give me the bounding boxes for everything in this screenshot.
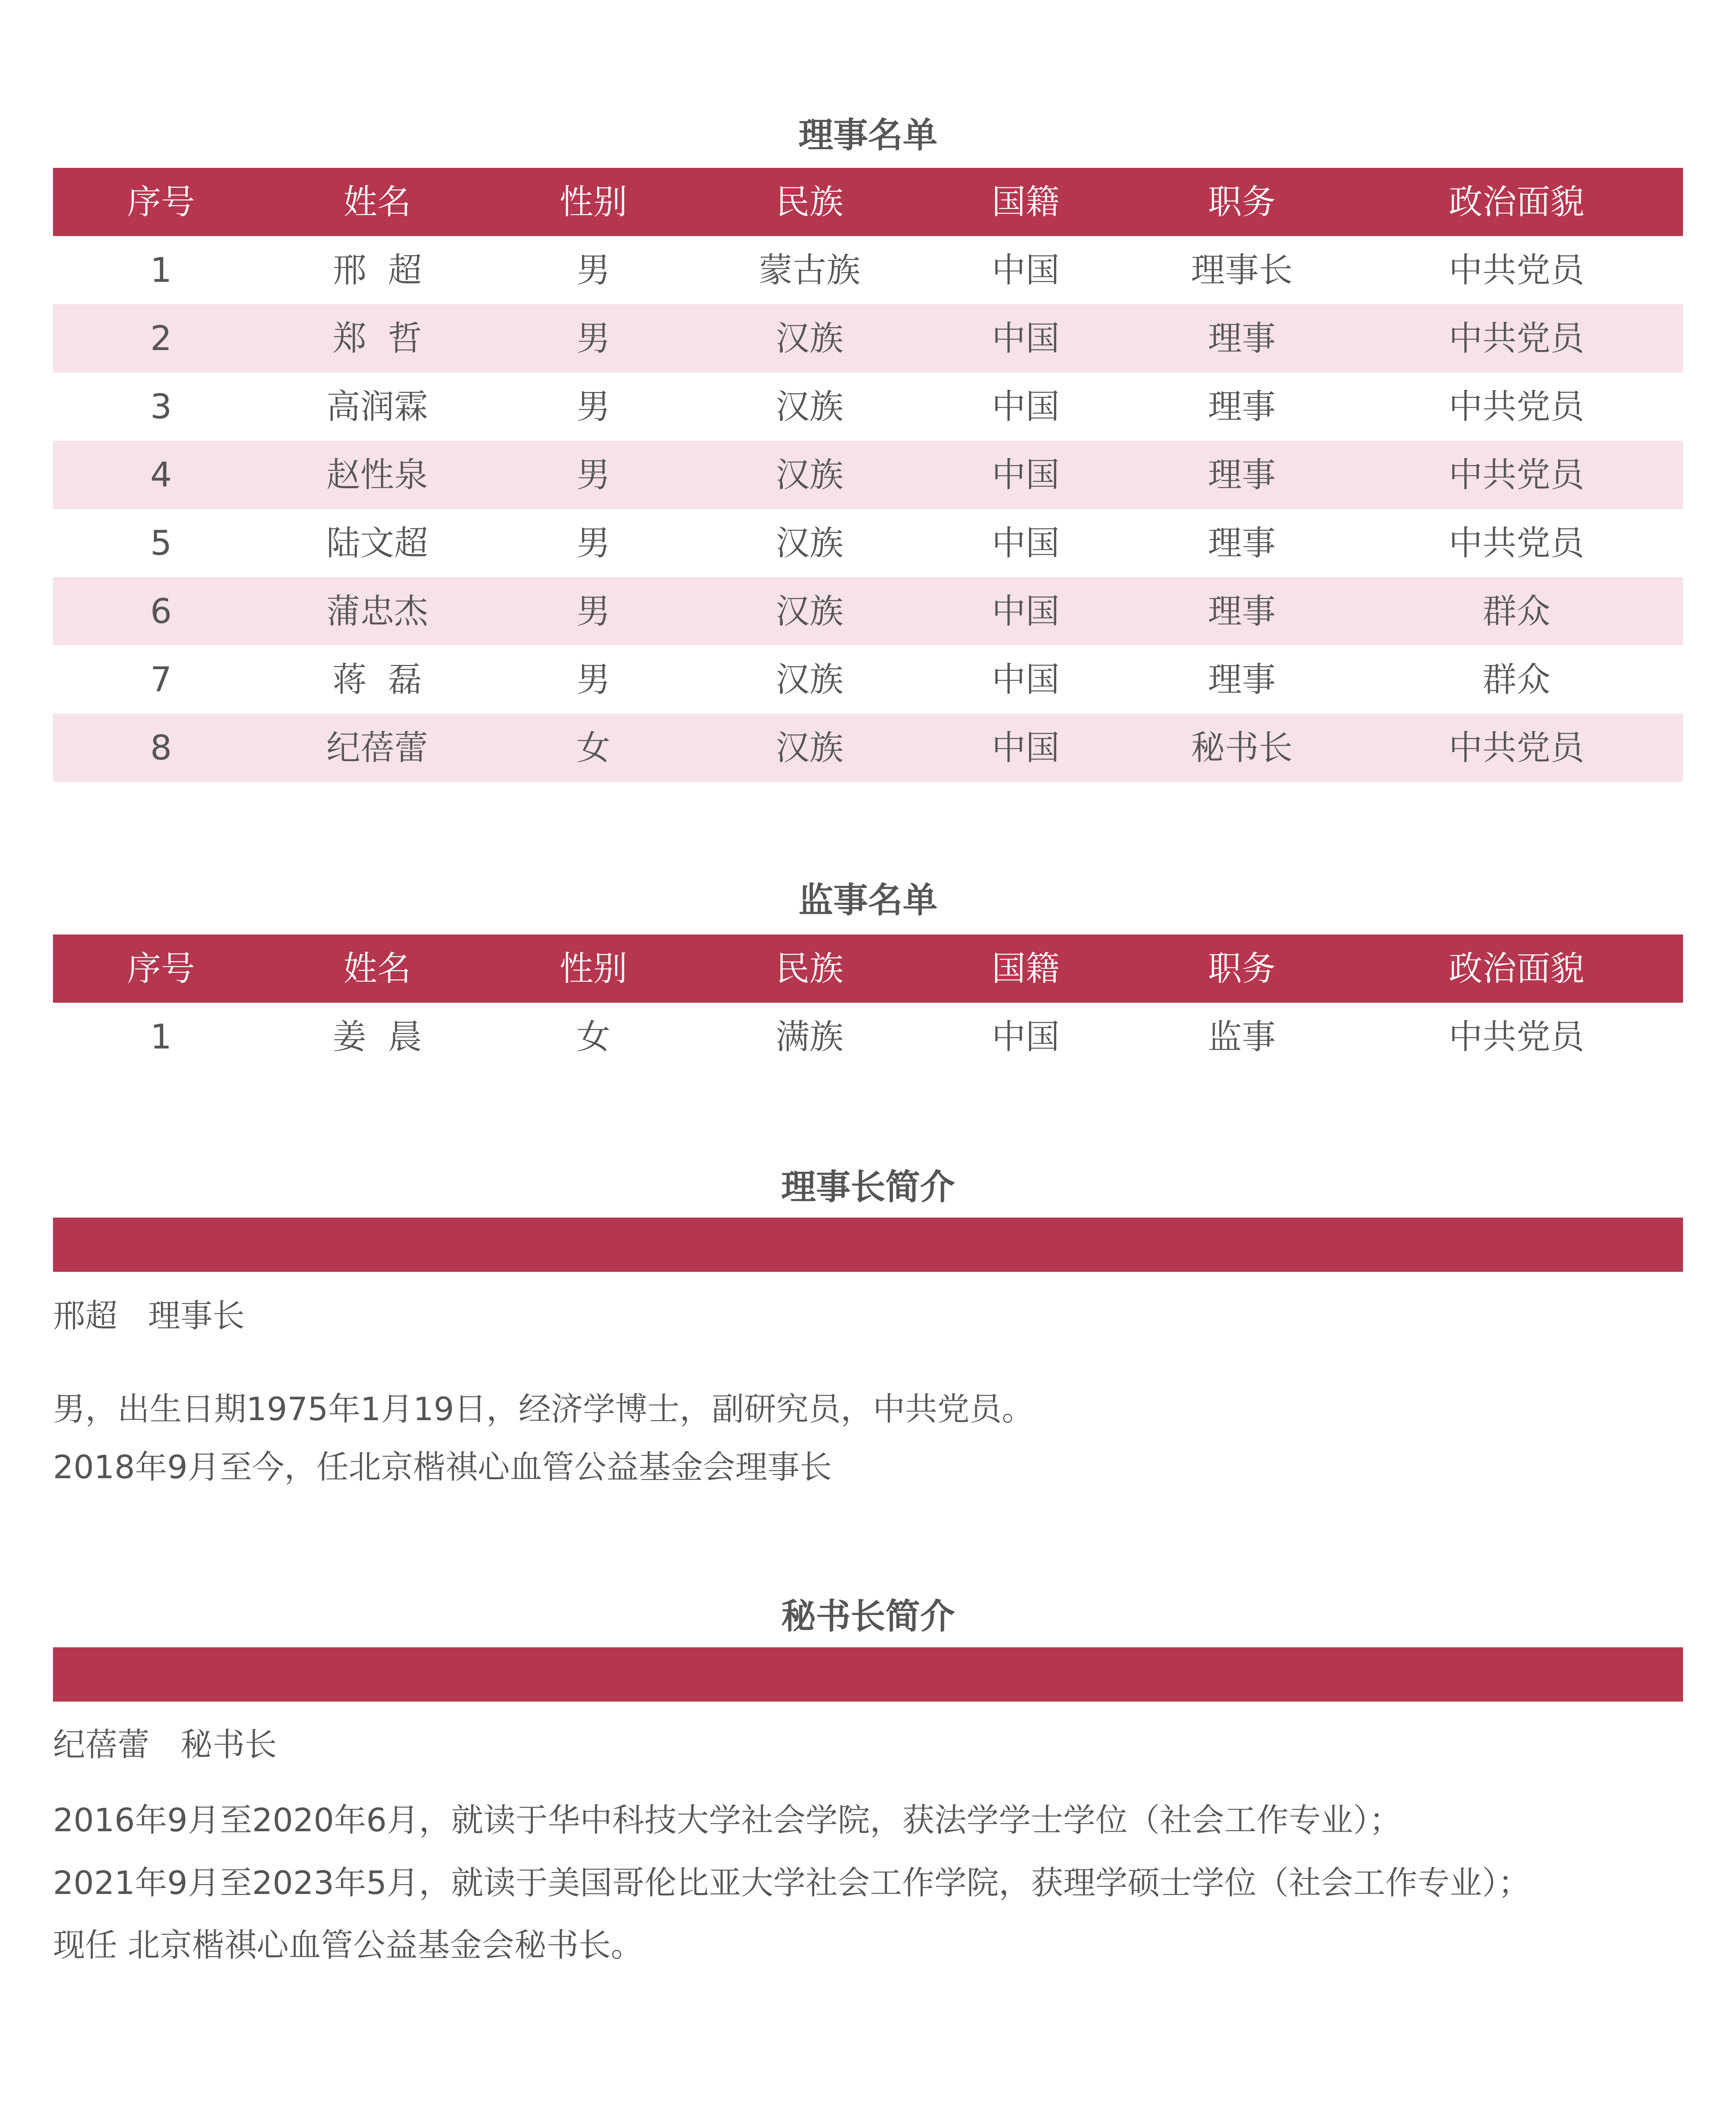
cell: 男 (485, 441, 701, 509)
cell: 6 (53, 577, 269, 645)
cell: 男 (576, 523, 610, 563)
header-cell: 姓名 (269, 168, 485, 236)
cell: 汉族 (776, 387, 843, 426)
cell: 理事 (1134, 577, 1350, 645)
supervisors-title: 监事名单 (798, 880, 938, 920)
directors-title: 理事名单 (798, 115, 938, 156)
header-cell: 序号 (53, 168, 269, 236)
cell: 女 (576, 1017, 610, 1057)
cell: 中国 (918, 714, 1134, 782)
chairman-name-line: 邢超 理事长 (53, 1297, 245, 1335)
header-cell: 性别 (485, 934, 701, 1003)
cell: 中共党员 (1350, 441, 1683, 509)
secretary-intro-title: 秘书长简介 (781, 1596, 955, 1637)
cell: 秘书长 (1134, 714, 1350, 782)
cell: 汉族 (776, 523, 843, 563)
cell: 中共党员 (1350, 714, 1683, 782)
cell: 理事 (1134, 304, 1350, 373)
cell: 理事 (1208, 387, 1276, 426)
cell: 郑 哲 (269, 304, 485, 373)
table-row (53, 304, 1683, 373)
cell: 中国 (992, 523, 1060, 563)
cell: 满族 (776, 1017, 843, 1057)
cell: 汉族 (776, 660, 843, 699)
cell: 8 (53, 714, 269, 782)
directors-table (53, 168, 1683, 782)
header-cell: 政治面貌 (1350, 168, 1683, 236)
cell: 中共党员 (1449, 1017, 1584, 1057)
cell: 1 (150, 250, 172, 290)
header-cell: 姓名 (269, 934, 485, 1003)
cell: 理事 (1208, 523, 1276, 563)
table-row (53, 441, 1683, 509)
chairman-paragraph: 2018年9月至今，任北京楷祺心血管公益基金会理事长 (53, 1448, 832, 1486)
secretary-paragraph: 2016年9月至2020年6月，就读于华中科技大学社会学院，获法学学士学位（社会工作专业）； (53, 1801, 1402, 1839)
cell: 男 (485, 304, 701, 373)
cell: 姜 晨 (332, 1017, 422, 1057)
cell: 高润霖 (326, 387, 428, 426)
table-header-row (53, 168, 1683, 236)
cell: 蒙古族 (759, 250, 860, 290)
cell: 中国 (992, 1017, 1060, 1057)
cell: 赵性泉 (269, 441, 485, 509)
cell: 邢 超 (332, 250, 422, 290)
cell: 汉族 (701, 577, 918, 645)
cell: 2 (53, 304, 269, 373)
cell: 蒲忠杰 (269, 577, 485, 645)
table-row (53, 509, 1683, 577)
cell: 女 (485, 714, 701, 782)
header-cell: 民族 (701, 168, 918, 236)
table-row (53, 1003, 1683, 1071)
secretary-intro-bar (53, 1647, 1683, 1702)
table-row (53, 645, 1683, 714)
cell: 理事 (1134, 441, 1350, 509)
cell: 中国 (992, 250, 1060, 290)
cell: 中共党员 (1350, 304, 1683, 373)
chairman-intro-bar (53, 1218, 1683, 1272)
header-cell: 序号 (53, 934, 269, 1003)
cell: 中共党员 (1449, 387, 1584, 426)
header-cell: 职务 (1134, 934, 1350, 1003)
cell: 1 (150, 1017, 172, 1057)
cell: 5 (150, 523, 172, 563)
cell: 3 (150, 387, 172, 426)
header-cell: 政治面貌 (1350, 934, 1683, 1003)
table-row (53, 236, 1683, 304)
header-cell: 国籍 (918, 934, 1134, 1003)
table-header-row (53, 934, 1683, 1003)
cell: 汉族 (701, 441, 918, 509)
cell: 中国 (992, 660, 1060, 699)
table-row (53, 373, 1683, 441)
cell: 中共党员 (1449, 250, 1584, 290)
secretary-paragraph: 2021年9月至2023年5月，就读于美国哥伦比亚大学社会工作学院，获理学硕士学位（社会工作专业）； (53, 1864, 1530, 1902)
cell: 中国 (918, 441, 1134, 509)
header-cell: 国籍 (918, 168, 1134, 236)
cell: 群众 (1350, 577, 1683, 645)
supervisors-table (53, 934, 1683, 1071)
secretary-paragraph: 现任 北京楷祺心血管公益基金会秘书长。 (53, 1926, 643, 1964)
cell: 7 (150, 660, 172, 699)
cell: 男 (576, 660, 610, 699)
cell: 中国 (992, 387, 1060, 426)
header-cell: 职务 (1134, 168, 1350, 236)
cell: 群众 (1483, 660, 1550, 699)
cell: 中共党员 (1449, 523, 1584, 563)
cell: 理事 (1208, 660, 1276, 699)
chairman-paragraph: 男，出生日期1975年1月19日，经济学博士，副研究员，中共党员。 (53, 1390, 1034, 1428)
chairman-intro-title: 理事长简介 (781, 1167, 955, 1207)
cell: 汉族 (701, 304, 918, 373)
table-row (53, 714, 1683, 782)
cell: 纪蓓蕾 (269, 714, 485, 782)
cell: 蒋 磊 (332, 660, 422, 699)
header-cell: 民族 (701, 934, 918, 1003)
cell: 男 (485, 577, 701, 645)
table-row (53, 577, 1683, 645)
cell: 理事长 (1191, 250, 1293, 290)
cell: 陆文超 (326, 523, 428, 563)
secretary-name-line: 纪蓓蕾 秘书长 (53, 1726, 277, 1763)
cell: 中国 (918, 577, 1134, 645)
cell: 监事 (1208, 1017, 1276, 1057)
header-cell: 性别 (485, 168, 701, 236)
cell: 男 (576, 250, 610, 290)
cell: 中国 (918, 304, 1134, 373)
cell: 汉族 (701, 714, 918, 782)
cell: 男 (576, 387, 610, 426)
cell: 4 (53, 441, 269, 509)
